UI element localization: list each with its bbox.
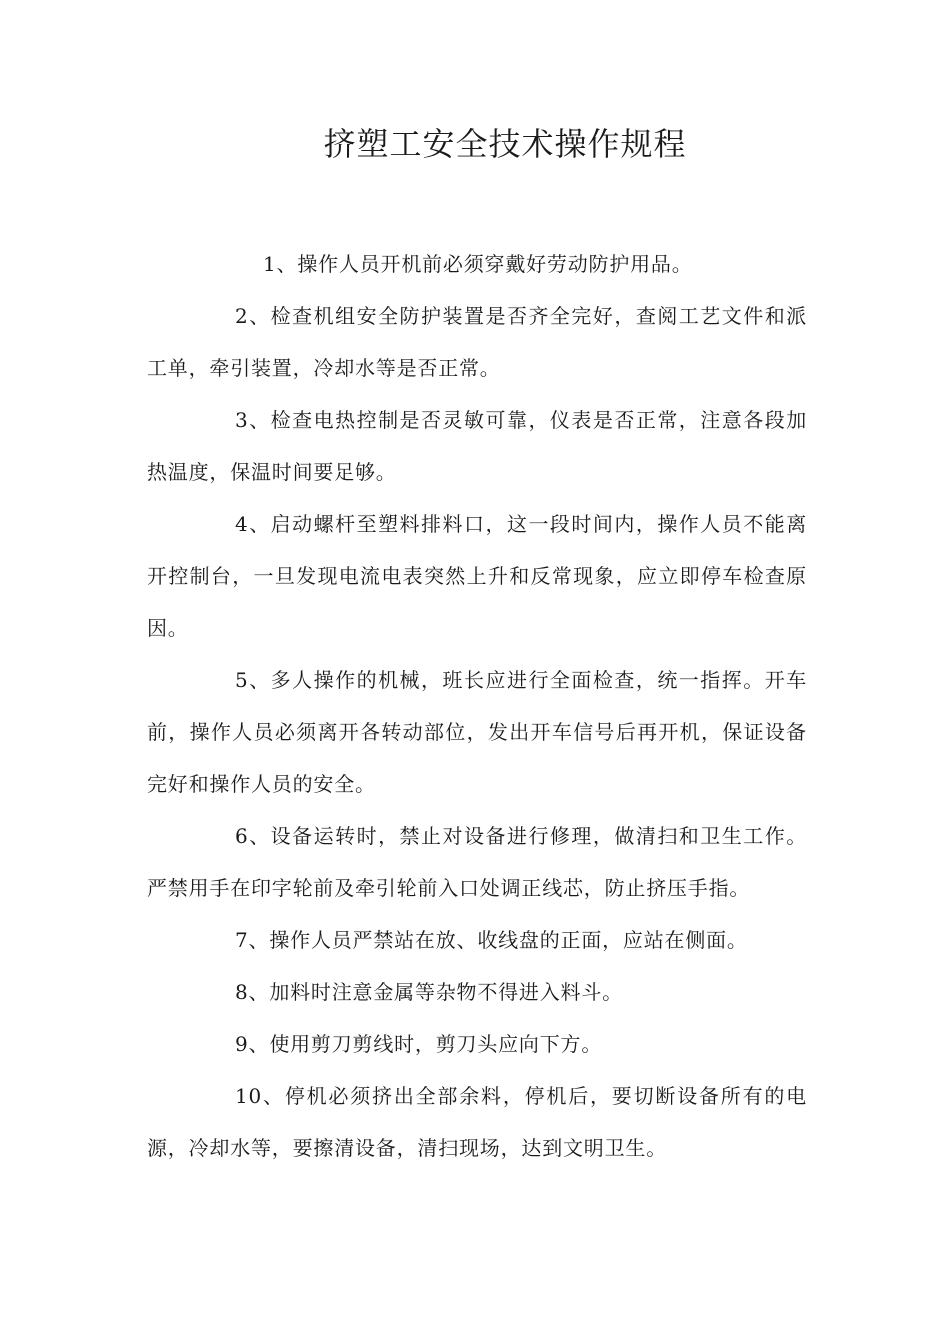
paragraph-6: 6、设备运转时，禁止对设备进行修理，做清扫和卫生工作。严禁用手在印字轮前及牵引轮前入口处调正线芯，防止挤压手指。 [147,824,807,900]
paragraph-3: 3、检查电热控制是否灵敏可靠，仪表是否正常，注意各段加热温度，保温时间要足够。 [147,408,807,484]
paragraph-9: 9、使用剪刀剪线时，剪刀头应向下方。 [235,1032,603,1056]
paragraph-5: 5、多人操作的机械，班长应进行全面检查，统一指挥。开车前，操作人员必须离开各转动部位，发出开车信号后再开机，保证设备完好和操作人员的安全。 [147,668,807,796]
document-title: 挤塑工安全技术操作规程 [323,125,687,163]
paragraph-1: 1、操作人员开机前必须穿戴好劳动防护用品。 [263,252,693,276]
paragraph-8: 8、加料时注意金属等杂物不得进入料斗。 [235,980,623,1004]
paragraph-10: 10、停机必须挤出全部余料，停机后，要切断设备所有的电源，冷却水等，要擦清设备，清扫现场，达到文明卫生。 [147,1084,807,1160]
paragraph-2: 2、检查机组安全防护装置是否齐全完好，查阅工艺文件和派工单，牵引装置，冷却水等是否正常。 [147,304,807,380]
paragraph-7: 7、操作人员严禁站在放、收线盘的正面，应站在侧面。 [235,928,748,952]
document-body [147,238,807,1174]
paragraph-4: 4、启动螺杆至塑料排料口，这一段时间内，操作人员不能离开控制台，一旦发现电流电表突然上升和反常现象，应立即停车检查原因。 [147,512,807,640]
